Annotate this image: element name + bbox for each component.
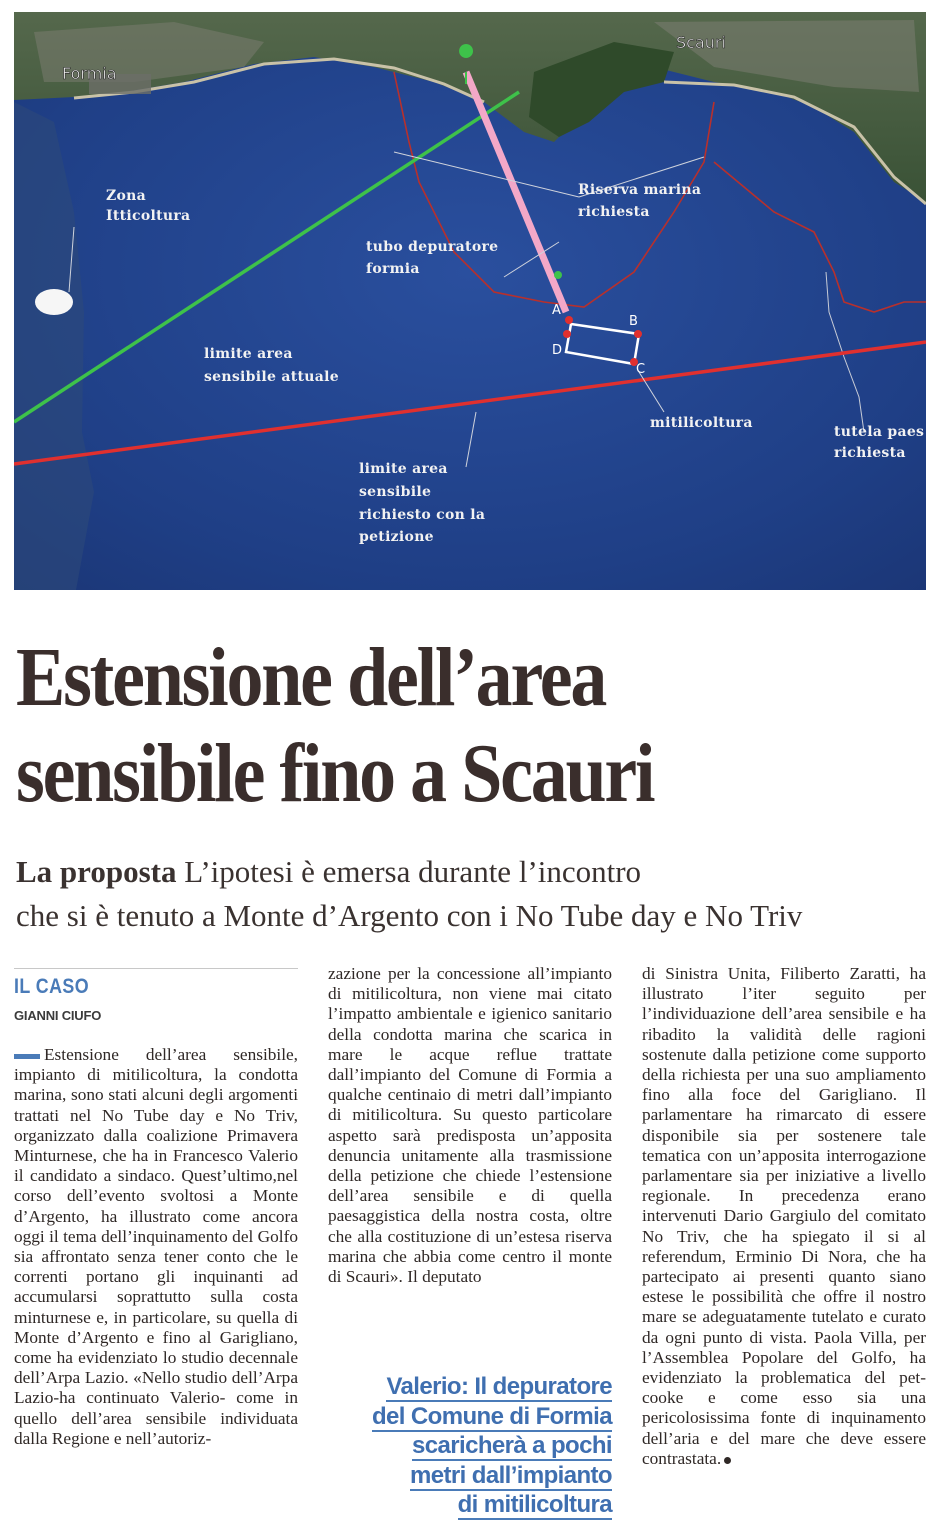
column-3-text: di Sinistra Unita, Filiberto Zaratti, ha illustrato l’iter seguito per l’individuazione dell’area sensibile e ha ribadito la validità delle ragioni sostenute dalla petizione come supporto della richiesta per una suo ampliamento fino alla foce del Garigliano. Il parlamentare ha rimarcato di essere disponibile sia per sostenere tale tematica con un’apposita interrogazione parlamentare sia per iniziative a livello regionale. In precedenza erano intervenuti Dario Gargiulo del comitato No Triv, che ha spiegato il si al referendum, Erminio Di Nora, che ha partecipato ai presenti quanto siano estese le possibilità che offre il nostro mare se adeguatamente tutelato e curato da ogni punto di vista. Paola Villa, per l’Assemblea Popolare del Golfo, ha evidenziato la problematica del pet-cooke e come esso sia una pericolosissima fonte di inquinamento dell’aria e del mare che deve essere contrastata. (642, 964, 926, 1468)
label-riserva: Riserva marina (578, 182, 702, 198)
column-2-text: zazione per la concessione all’impianto di mitilicoltura, non viene mai citato l’impatto ambientale e igienico sanitario della condotta marina che scarica in mare le acque reflue trattate dall’impianto del Comune di Formia a qualche centinaio di metri dall’impianto di mitilicoltura. Su questo particolare aspetto sarà predisposta un’apposita denuncia unitamente alla trasmissione della petizione che chiede l’estensione dell’area sensibile e di quella paesaggistica della nostra costa, oltre che alla costituzione di un’estesa riserva marina che abbia come centro il monte di Scauri». Il deputato (328, 964, 612, 1287)
headline-line-2: sensibile fino a Scauri (16, 727, 654, 820)
point-d: D (552, 343, 563, 358)
subhead-line-1: L’ipotesi è emersa durante l’incontro (176, 854, 642, 889)
label-limite-richiesto-4: petizione (359, 529, 434, 545)
point-a: A (552, 303, 561, 318)
pullquote-line-2: del Comune di Formia (371, 1402, 612, 1430)
article-column-3 (642, 964, 926, 1469)
kicker: La proposta (16, 854, 177, 889)
subhead-line-2: che si è tenuto a Monte d’Argento con i No Tube day e No Triv (16, 898, 803, 933)
pullquote-line-3: scaricherà a pochi (412, 1432, 612, 1459)
section-rule (14, 968, 298, 969)
label-formia: formia (366, 261, 420, 277)
label-zona: Zona (106, 188, 147, 204)
lead-bullet (14, 1054, 40, 1059)
place-scauri: Scauri (676, 33, 726, 52)
point-c: C (636, 362, 646, 377)
label-richiesta: richiesta (578, 204, 650, 220)
pullquote-line-1: Valerio: Il depuratore (386, 1373, 612, 1400)
label-limite-attuale-2: sensibile attuale (204, 369, 339, 385)
byline: GIANNI CIUFO (14, 1008, 102, 1023)
pull-quote (332, 1372, 612, 1520)
article-column-1 (14, 1045, 298, 1449)
label-limite-richiesto-1: limite area (359, 461, 448, 477)
label-limite-attuale-1: limite area (204, 346, 293, 362)
sea-area (14, 12, 926, 590)
end-mark (724, 1457, 731, 1464)
pullquote-line-5: di mitilicoltura (457, 1491, 612, 1518)
label-tubo: tubo depuratore (366, 239, 499, 255)
subheadline (16, 850, 936, 938)
itticoltura-zone (35, 289, 73, 315)
section-label: IL CASO (14, 975, 90, 998)
point-b: B (629, 314, 638, 329)
headline (16, 630, 808, 822)
column-1-text: Estensione dell’area sensibile, impianto di mitilicoltura, la condotta marina, sono stati alcuni degli argomenti trattati nel No Tube day e No Triv, organizzato dalla coalizione Primavera Minturnese, che ha in Francesco Valerio il candidato a sindaco. Quest’ultimo,nel corso dell’evento svoltosi a Monte d’Argento, ha illustrato come ancora oggi il tema dell’inquinamento del Golfo sia affrontato senza tener conto che le correnti portano gli inquinanti ad accumularsi soprattutto sulla costa minturnese e, in particolare, su quella di Monte d’Argento e fino al Garigliano, come ha evidenziato lo studio decennale dell’Arpa Lazio. «Nello studio dell’Arpa Lazio-ha continuato Valerio- come in quello dell’area sensibile individuata dalla Regione e nell’autoriz- (14, 1045, 298, 1448)
headline-line-1: Estensione dell’area (16, 631, 606, 724)
map-svg (14, 12, 926, 590)
label-mitilicoltura: mitilicoltura (650, 415, 753, 431)
label-itticoltura: Itticoltura (106, 208, 191, 224)
label-limite-richiesto-3: richiesto con la (359, 507, 486, 523)
pullquote-line-4: metri dall’impianto (410, 1461, 612, 1489)
label-tutela-richiesta: richiesta (834, 445, 906, 461)
place-formia: Formia (62, 64, 117, 83)
article-column-2 (328, 964, 612, 1287)
label-tutela: tutela paes (834, 424, 925, 440)
satellite-map (14, 12, 926, 590)
label-limite-richiesto-2: sensibile (359, 484, 432, 500)
